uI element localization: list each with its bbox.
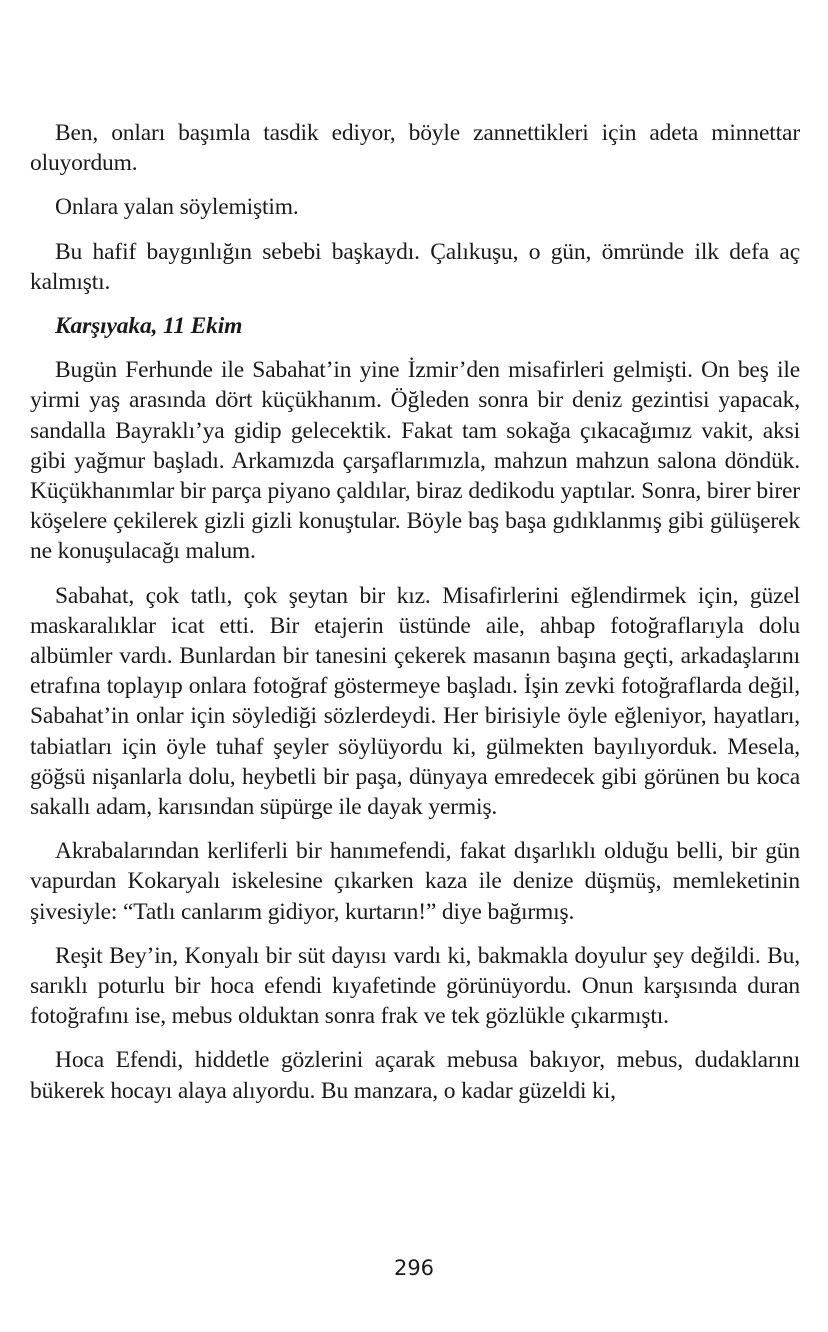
paragraph-2: Onlara yalan söylemiştim. bbox=[55, 194, 299, 221]
paragraph-7: Reşit Bey’in, Konyalı bir süt dayısı vardı ki, bakmakla doyulur şey değildi. Bu, sarıklı poturlu bir hoca efendi kıyafetinde görünüyordu. Onun karşısında duran fotoğrafını ise, mebus olduktan sonra frak ve tek gözlükle çıkarmıştı. bbox=[30, 942, 800, 1030]
section-heading: Karşıyaka, 11 Ekim bbox=[55, 313, 243, 340]
paragraph-4: Bugün Ferhunde ile Sabahat’in yine İzmir’den misafirleri gelmişti. On beş ile yirmi yaş arasında dört küçükhanım. Öğleden sonra bir deniz gezintisi yapacak, sandalla Bayraklı’ya gidip gelecektik. Fakat tam sokağa çıkacağımız vakit, aksi gibi yağmur başladı. Arkamızda çarşaflarımızla, mahzun mahzun salona döndük. Küçükhanımlar bir parça piyano çaldılar, biraz dedikodu yaptılar. Sonra, birer birer köşelere çekilerek gizli gizli konuştular. Böyle baş başa gıdıklanmış gibi gülüşerek ne konuşulacağı malum. bbox=[30, 357, 800, 565]
paragraph-1: Ben, onları başımla tasdik ediyor, böyle zannettikleri için adeta minnettar oluyordum. bbox=[30, 120, 800, 177]
paragraph-6: Akrabalarından kerliferli bir hanımefendi, fakat dışarlıklı olduğu belli, bir gün vapurdan Kokaryalı iskelesine çıkarken kaza ile denize düşmüş, memleketinin şivesiyle: “Tatlı canlarım gidiyor, kurtarın!” diye bağırmış. bbox=[30, 838, 800, 925]
page-body bbox=[30, 118, 800, 1120]
page-number: 296 bbox=[393, 1256, 435, 1280]
paragraph-5: Sabahat, çok tatlı, çok şeytan bir kız. Misafirlerini eğlendirmek için, güzel maskaralıklar icat etti. Bir etajerin üstünde aile, ahbap fotoğraflarıyla dolu albümler vardı. Bunlardan bir tanesini çekerek masanın başına geçti, arkadaşlarını etrafına toplayıp onlara fotoğraf göstermeye başladı. İşin zevki fotoğraflarda değil, Sabahat’in onlar için söylediği sözlerdeydi. Her birisiyle öyle eğleniyor, hayatları, tabiatları için öyle tuhaf şeyler söylüyordu ki, gülmekten bayılıyorduk. Mesela, göğsü nişanlarla dolu, heybetli bir paşa, dünyaya emredecek gibi görünen bu koca sakallı adam, karısından süpürge ile dayak yermiş. bbox=[30, 582, 800, 821]
paragraph-8: Hoca Efendi, hiddetle gözlerini açarak mebusa bakıyor, mebus, dudaklarını bükerek hocayı alaya alıyordu. Bu manzara, o kadar güzeldi ki, bbox=[30, 1047, 800, 1104]
paragraph-3: Bu hafif baygınlığın sebebi başkaydı. Çalıkuşu, o gün, ömründe ilk defa aç kalmıştı. bbox=[30, 238, 800, 295]
